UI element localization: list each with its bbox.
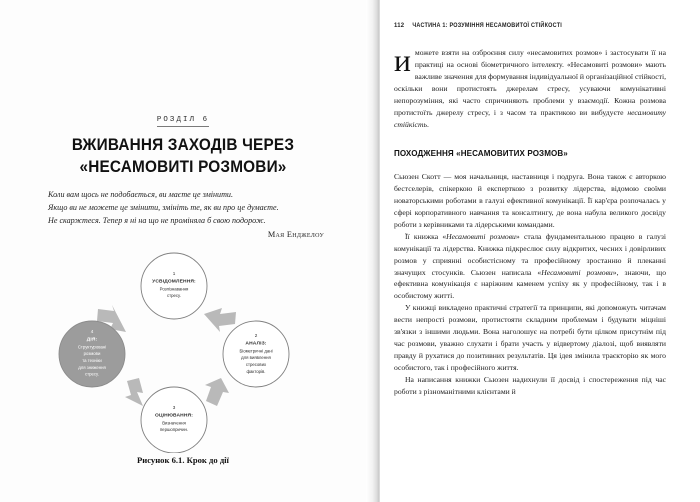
diagram-node-2-heading: АНАЛІЗ: (245, 341, 267, 347)
paragraph-intro-tail: . (426, 119, 429, 129)
chapter-label (0, 116, 366, 124)
diagram-node-2-body-line-1: Біометричні дані (239, 348, 273, 354)
diagram-node-3 (141, 387, 207, 453)
epigraph-line-2: Якщо ви не можете це змінити, змініть те, як ви про це думаєте. (48, 203, 279, 213)
section-heading: ПОХОДЖЕННЯ «НЕСАМОВИТИХ РОЗМОВ» (394, 147, 568, 158)
chapter-label-text: РОЗДІЛ 6 (157, 116, 209, 127)
paragraph-intro-text: иможете взяти на озброєння силу «несамовитих розмов» і застосувати її на практиці на основі біометричного інтелекту. «Несамовиті розмови» мають важливе значення для формування індивідуальної й організаційної стійкості, оскільки вони протистоять джерелам стресу, усуваючи комунікативні непорозуміння, які часто спричиняють проблеми у взаємодії. Кожна розмова протистоїть джерелу стресу, і з часом та практикою ви вибудуєте (394, 43, 666, 117)
right-page (380, 0, 700, 502)
diagram-node-4-body-line-3: та техніки (82, 358, 102, 363)
diagram-node-4-heading: ДІЯ: (86, 337, 98, 343)
paragraph-book-about (394, 231, 666, 303)
diagram-node-3-body-line-1: Визначення (162, 420, 186, 426)
diagram-node-2-number: 2 (254, 333, 258, 338)
epigraph (48, 188, 324, 242)
paragraph-strategies: У книжці викладено практичні стратегії та принципи, які допоможуть читачам вести непрості розмови, протистояти складним проблемам і будувати міцніші зв'язки з іншими людьми. Вона наголошує на потребі бути цілком присутнім під час розмови, уважно слухати і брати участь у відвертому діалозі, щоб виявляти правду й рухатися до позитивних результатів. Ця ідея змінила траєкторію як мого особистого, так і професійного життя. (394, 303, 666, 373)
paragraph-intro (394, 43, 666, 131)
paragraph-book-about-lead: Її книжка « (405, 231, 447, 241)
chapter-title-line-2: «НЕСАМОВИТІ РОЗМОВИ» (79, 157, 287, 176)
diagram-node-4-body-line-5: стресу. (85, 371, 99, 377)
paragraph-susan-bio: Сьюзен Скотт — моя начальниця, наставниця і подруга. Вона також є авторкою бестселерів, спікеркою й експерткою з розвитку лідерства, відомою своїми новаторськими роботами в галузі ефективної комунікації. Її кар'єра розпочалась у сфері корпоративного навчання та консалтингу, де вона набула великого досвіду роботи з керівниками та лідерськими командами. (394, 171, 666, 229)
diagram-node-4-number: 4 (90, 329, 94, 334)
diagram-node-4-body-line-4: для зниження (78, 364, 106, 370)
body-column (394, 43, 667, 398)
diagram-node-3-heading: ОЦІНЮВАННЯ: (155, 413, 193, 419)
epigraph-line-3: Не скаржтеся. Тепер я ні на що не проміняла б свою подорож. (48, 216, 266, 226)
book-title-italic-1: Несамовиті розмови (446, 231, 516, 241)
diagram-node-2 (223, 321, 289, 387)
diagram-node-1 (141, 253, 207, 319)
diagram-node-2-body-line-3: стресових (245, 362, 267, 367)
book-title-italic-2: Несамовиті розмови (541, 267, 613, 277)
epigraph-attribution: Мая Енджелоу (267, 230, 324, 240)
diagram-node-3-body-line-2: першопричин. (159, 427, 189, 433)
paragraph-intro-italic: несамовиту стійкість (394, 107, 666, 129)
arrow-3-to-4 (125, 378, 143, 406)
diagram-node-4-body-line-2: розмови (83, 351, 101, 357)
diagram-node-2-body-line-2: для виявлення (241, 355, 271, 361)
chapter-title-line-1: ВЖИВАННЯ ЗАХОДІВ ЧЕРЕЗ (71, 136, 295, 154)
diagram-node-3-number: 3 (172, 405, 176, 410)
page-number: 112 (394, 22, 405, 29)
paragraph-inspiration: На написання книжки Сьюзен надихнули її досвід і спостереження під час роботи з різноманітними клієнтами й (394, 375, 666, 397)
diagram-node-4-body-line-1: Структуровані (77, 344, 107, 350)
paragraph-book-about-mid: » стала фундаментальною працею в галузі комунікації та лідерства. Книжка підкреслює силу відкритих, чесних і довірливих розмов у сприянні особистісному та професійному зростанню й плеканні значущих стосунків. Сьюзен написала « (394, 231, 666, 277)
cycle-diagram (8, 248, 358, 453)
running-head (394, 22, 639, 29)
diagram-node-2-body-line-4: факторів. (246, 368, 266, 374)
epigraph-line-1: Коли вам щось не подобається, ви маєте це змінити. (48, 190, 233, 199)
diagram-node-1-body-line-2: стресу. (167, 293, 181, 299)
diagram-node-1-heading: УСВІДОМЛЕННЯ: (152, 279, 196, 285)
figure-caption: Рисунок 6.1. Крок до дії (137, 455, 229, 465)
paragraph-book-about-tail: », знаючи, що ефективна комунікація є наріжним каменем успіху як у професійному, так і в особистому житті. (394, 267, 667, 301)
diagram-node-4 (59, 321, 125, 387)
arrow-1-to-2 (204, 308, 236, 332)
page-gutter-shadow (366, 0, 380, 502)
diagram-node-1-number: 1 (172, 271, 176, 276)
running-head-part-title: ЧАСТИНА 1: РОЗУМІННЯ НЕСАМОВИТОЇ СТІЙКОСТІ (412, 22, 563, 29)
arrow-2-to-3 (205, 378, 229, 406)
chapter-title (13, 135, 353, 179)
diagram-node-1-body-line-1: Розпізнавання (159, 286, 189, 292)
